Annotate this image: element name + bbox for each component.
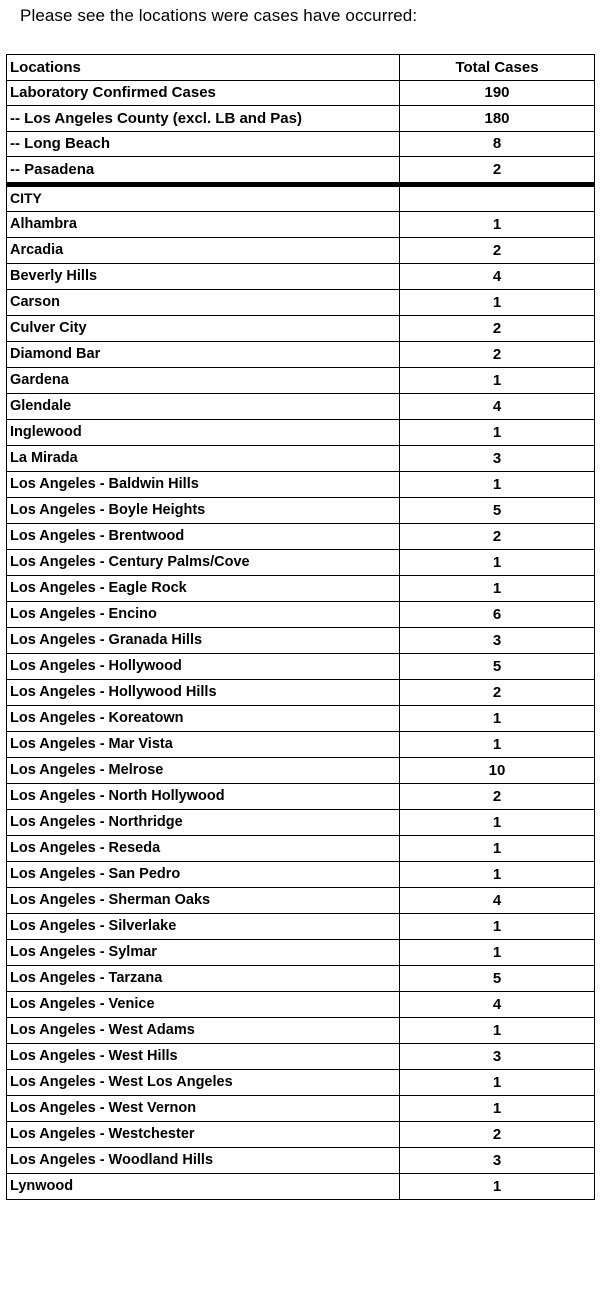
city-cases: 1 bbox=[400, 1018, 595, 1044]
table-row bbox=[7, 992, 595, 1018]
table-row bbox=[7, 914, 595, 940]
table-row bbox=[7, 1174, 595, 1200]
city-location: Los Angeles - North Hollywood bbox=[7, 784, 400, 810]
table-row bbox=[7, 1070, 595, 1096]
summary-location: -- Los Angeles County (excl. LB and Pas) bbox=[7, 106, 400, 132]
city-cases: 1 bbox=[400, 1096, 595, 1122]
table-row bbox=[7, 602, 595, 628]
city-location: Arcadia bbox=[7, 238, 400, 264]
city-label: CITY bbox=[7, 186, 400, 212]
header-row bbox=[7, 55, 595, 81]
city-cases: 1 bbox=[400, 810, 595, 836]
summary-row bbox=[7, 80, 595, 106]
city-location: Los Angeles - Century Palms/Cove bbox=[7, 550, 400, 576]
table-row bbox=[7, 446, 595, 472]
city-label-empty bbox=[400, 186, 595, 212]
city-cases: 4 bbox=[400, 888, 595, 914]
city-cases: 6 bbox=[400, 602, 595, 628]
city-cases: 1 bbox=[400, 368, 595, 394]
city-location: Los Angeles - Northridge bbox=[7, 810, 400, 836]
table-row bbox=[7, 316, 595, 342]
city-location: Diamond Bar bbox=[7, 342, 400, 368]
cases-table-body bbox=[7, 55, 595, 1200]
city-cases: 2 bbox=[400, 342, 595, 368]
table-row bbox=[7, 654, 595, 680]
table-row bbox=[7, 732, 595, 758]
city-cases: 2 bbox=[400, 680, 595, 706]
table-row bbox=[7, 1018, 595, 1044]
city-location: Los Angeles - Koreatown bbox=[7, 706, 400, 732]
table-row bbox=[7, 212, 595, 238]
city-cases: 3 bbox=[400, 1148, 595, 1174]
table-row bbox=[7, 966, 595, 992]
city-cases: 1 bbox=[400, 914, 595, 940]
city-location: Culver City bbox=[7, 316, 400, 342]
table-row bbox=[7, 550, 595, 576]
table-row bbox=[7, 888, 595, 914]
table-row bbox=[7, 836, 595, 862]
table-row bbox=[7, 1044, 595, 1070]
summary-cases: 8 bbox=[400, 131, 595, 157]
city-location: Los Angeles - Sylmar bbox=[7, 940, 400, 966]
city-location: Los Angeles - Woodland Hills bbox=[7, 1148, 400, 1174]
header-total-cases: Total Cases bbox=[400, 55, 595, 81]
city-cases: 1 bbox=[400, 550, 595, 576]
table-row bbox=[7, 290, 595, 316]
city-cases: 1 bbox=[400, 862, 595, 888]
summary-cases: 2 bbox=[400, 157, 595, 183]
city-cases: 4 bbox=[400, 992, 595, 1018]
city-cases: 1 bbox=[400, 212, 595, 238]
city-cases: 4 bbox=[400, 394, 595, 420]
city-cases: 3 bbox=[400, 446, 595, 472]
table-row bbox=[7, 1148, 595, 1174]
city-cases: 1 bbox=[400, 732, 595, 758]
table-row bbox=[7, 238, 595, 264]
city-cases: 1 bbox=[400, 940, 595, 966]
city-location: Los Angeles - Reseda bbox=[7, 836, 400, 862]
city-location: Los Angeles - Eagle Rock bbox=[7, 576, 400, 602]
city-location: La Mirada bbox=[7, 446, 400, 472]
table-row bbox=[7, 1122, 595, 1148]
city-location: Los Angeles - Brentwood bbox=[7, 524, 400, 550]
table-row bbox=[7, 342, 595, 368]
summary-row bbox=[7, 106, 595, 132]
city-cases: 2 bbox=[400, 524, 595, 550]
table-row bbox=[7, 576, 595, 602]
city-location: Alhambra bbox=[7, 212, 400, 238]
table-row bbox=[7, 420, 595, 446]
summary-cases: 190 bbox=[400, 80, 595, 106]
cases-table bbox=[6, 54, 595, 1200]
summary-cases: 180 bbox=[400, 106, 595, 132]
city-location: Lynwood bbox=[7, 1174, 400, 1200]
table-row bbox=[7, 940, 595, 966]
table-row bbox=[7, 264, 595, 290]
city-cases: 4 bbox=[400, 264, 595, 290]
city-location: Los Angeles - Westchester bbox=[7, 1122, 400, 1148]
table-row bbox=[7, 706, 595, 732]
table-row bbox=[7, 784, 595, 810]
city-cases: 2 bbox=[400, 1122, 595, 1148]
summary-row bbox=[7, 131, 595, 157]
city-location: Los Angeles - Melrose bbox=[7, 758, 400, 784]
table-row bbox=[7, 758, 595, 784]
table-row bbox=[7, 628, 595, 654]
city-location: Los Angeles - Mar Vista bbox=[7, 732, 400, 758]
city-cases: 1 bbox=[400, 472, 595, 498]
city-location: Los Angeles - Boyle Heights bbox=[7, 498, 400, 524]
table-row bbox=[7, 680, 595, 706]
city-cases: 1 bbox=[400, 836, 595, 862]
city-location: Los Angeles - West Hills bbox=[7, 1044, 400, 1070]
city-location: Carson bbox=[7, 290, 400, 316]
city-cases: 2 bbox=[400, 238, 595, 264]
city-location: Los Angeles - Granada Hills bbox=[7, 628, 400, 654]
summary-location: -- Long Beach bbox=[7, 131, 400, 157]
city-cases: 5 bbox=[400, 498, 595, 524]
city-cases: 1 bbox=[400, 290, 595, 316]
city-location: Glendale bbox=[7, 394, 400, 420]
table-row bbox=[7, 524, 595, 550]
city-header-row bbox=[7, 186, 595, 212]
city-location: Los Angeles - Hollywood bbox=[7, 654, 400, 680]
table-row bbox=[7, 394, 595, 420]
summary-location: -- Pasadena bbox=[7, 157, 400, 183]
city-location: Los Angeles - Sherman Oaks bbox=[7, 888, 400, 914]
city-location: Los Angeles - Hollywood Hills bbox=[7, 680, 400, 706]
table-row bbox=[7, 498, 595, 524]
city-location: Los Angeles - West Los Angeles bbox=[7, 1070, 400, 1096]
intro-text: Please see the locations were cases have occurred: bbox=[20, 6, 418, 25]
city-cases: 1 bbox=[400, 1174, 595, 1200]
city-location: Los Angeles - West Adams bbox=[7, 1018, 400, 1044]
city-cases: 3 bbox=[400, 628, 595, 654]
city-location: Los Angeles - Tarzana bbox=[7, 966, 400, 992]
summary-location: Laboratory Confirmed Cases bbox=[7, 80, 400, 106]
header-locations: Locations bbox=[7, 55, 400, 81]
city-cases: 3 bbox=[400, 1044, 595, 1070]
city-cases: 5 bbox=[400, 966, 595, 992]
city-cases: 2 bbox=[400, 316, 595, 342]
city-location: Inglewood bbox=[7, 420, 400, 446]
city-location: Los Angeles - Baldwin Hills bbox=[7, 472, 400, 498]
city-location: Los Angeles - Encino bbox=[7, 602, 400, 628]
city-cases: 1 bbox=[400, 420, 595, 446]
city-location: Los Angeles - Silverlake bbox=[7, 914, 400, 940]
table-row bbox=[7, 862, 595, 888]
city-cases: 1 bbox=[400, 1070, 595, 1096]
city-cases: 1 bbox=[400, 706, 595, 732]
summary-row bbox=[7, 157, 595, 183]
city-location: Beverly Hills bbox=[7, 264, 400, 290]
city-cases: 2 bbox=[400, 784, 595, 810]
city-location: Gardena bbox=[7, 368, 400, 394]
city-location: Los Angeles - San Pedro bbox=[7, 862, 400, 888]
table-row bbox=[7, 368, 595, 394]
table-row bbox=[7, 472, 595, 498]
city-cases: 1 bbox=[400, 576, 595, 602]
city-location: Los Angeles - West Vernon bbox=[7, 1096, 400, 1122]
city-cases: 10 bbox=[400, 758, 595, 784]
city-cases: 5 bbox=[400, 654, 595, 680]
table-row bbox=[7, 1096, 595, 1122]
city-location: Los Angeles - Venice bbox=[7, 992, 400, 1018]
table-row bbox=[7, 810, 595, 836]
